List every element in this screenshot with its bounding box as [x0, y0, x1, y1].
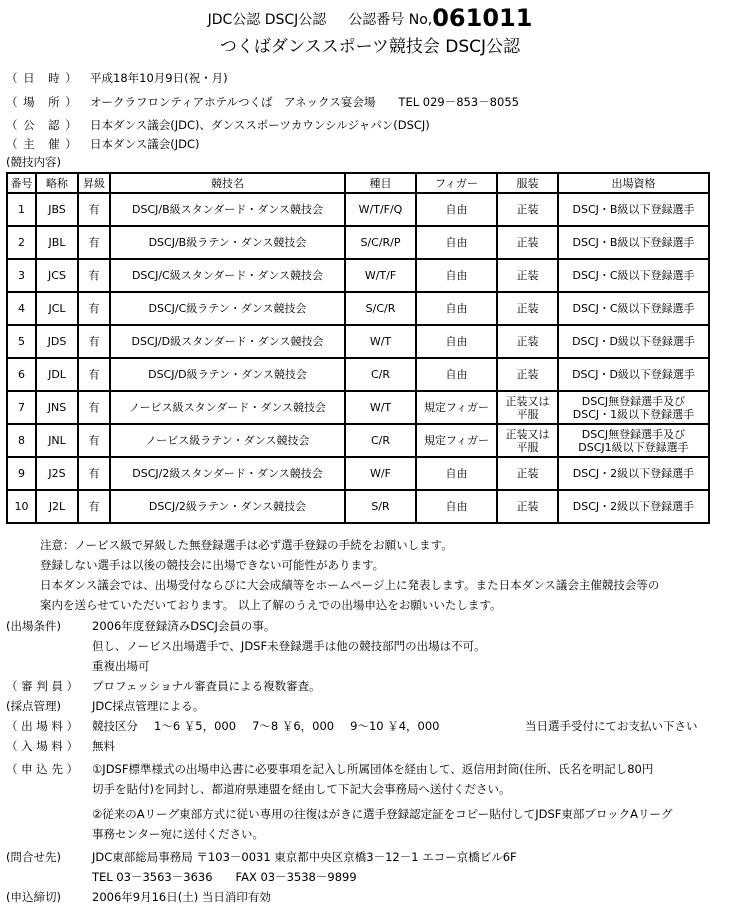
row-promotion — [78, 259, 110, 292]
row-competition-name-text: DSCJ/C級スタンダード・ダンス競技会 — [131, 269, 324, 282]
row-figure — [416, 457, 497, 490]
row-competition-name-text: DSCJ/2級スタンダード・ダンス競技会 — [132, 467, 323, 480]
row-abbr — [36, 424, 78, 457]
row-abbr — [36, 457, 78, 490]
info-value: オークラフロンティアホテルつくば アネックス宴会場 TEL 029－853－8055 — [90, 95, 519, 109]
row-dress-text: 正装 — [516, 302, 539, 315]
row-figure — [416, 193, 497, 226]
row-qualification-text: DSCJ・C級以下登録選手 — [572, 269, 695, 282]
entry-fee-value — [92, 718, 440, 734]
info-organizer — [6, 136, 200, 152]
row-competition-name — [110, 325, 345, 358]
info-key: （ 日 時 ） — [6, 71, 78, 85]
info-date — [6, 70, 228, 86]
application-line: 事務センター宛に送付ください。 — [92, 827, 265, 841]
row-dress-text: 正装 — [516, 368, 539, 381]
row-qualification-text: DSCJ・C級以下登録選手 — [572, 302, 695, 315]
row-qualification — [558, 358, 709, 391]
row-qualification — [558, 424, 709, 457]
row-abbr — [36, 292, 78, 325]
row-dress-text: 正装 — [516, 203, 539, 216]
row-figure-text: 規定フィガー — [423, 434, 490, 447]
note-line: 案内を送らせていただいております。 以上了解のうえでの出場申込をお願いいたします。 — [40, 598, 502, 612]
row-qualification — [558, 292, 709, 325]
row-event — [345, 226, 416, 259]
row-promotion-text: 有 — [88, 302, 100, 315]
judges-value: プロフェッショナル審査員による複数審査。 — [92, 679, 321, 693]
row-abbr-text: JDS — [47, 335, 67, 348]
fee-note: 当日選手受付にてお支払い下さい — [525, 719, 698, 733]
col-header: フィガー — [416, 173, 497, 193]
admission-value: 無料 — [92, 739, 115, 753]
row-promotion — [78, 325, 110, 358]
row-event-text: C/R — [370, 368, 391, 381]
col-header: 競技名 — [110, 173, 345, 193]
row-competition-name-text: DSCJ/B級スタンダード・ダンス競技会 — [132, 203, 323, 216]
application-line: 切手を貼付)を同封し、都道府県連盟を経由して下記大会事務局へ送付ください。 — [92, 782, 511, 796]
row-event-text: W/T — [369, 335, 392, 348]
row-number-text: 7 — [18, 401, 25, 414]
row-promotion — [78, 292, 110, 325]
row-qualification — [558, 490, 709, 523]
row-competition-name-text: ノービス級ラテン・ダンス競技会 — [145, 434, 310, 447]
row-number — [7, 292, 36, 325]
row-promotion-text: 有 — [88, 269, 100, 282]
row-figure-text: 自由 — [445, 302, 468, 315]
header-line — [0, 4, 740, 32]
row-promotion — [78, 226, 110, 259]
row-qualification-text: DSCJ・B級以下登録選手 — [572, 203, 695, 216]
row-number-text: 4 — [18, 302, 25, 315]
table-row — [7, 193, 709, 226]
competition-table — [6, 172, 710, 524]
row-promotion-text: 有 — [88, 467, 100, 480]
row-dress-text: 正装 — [516, 236, 539, 249]
row-dress — [497, 292, 558, 325]
row-competition-name-text: DSCJ/B級ラテン・ダンス競技会 — [148, 236, 307, 249]
row-figure — [416, 490, 497, 523]
row-abbr-text: JDL — [48, 368, 66, 381]
table-row — [7, 226, 709, 259]
conditions-line: 但し、ノービス出場選手で、JDSF未登録選手は他の競技部門の出場は不可。 — [92, 639, 486, 653]
row-promotion — [78, 391, 110, 424]
fee-item: 1～6 ￥5，000 — [154, 719, 237, 733]
row-qualification — [558, 391, 709, 424]
row-qualification-text: DSCJ・D級以下登録選手 — [572, 368, 695, 381]
row-promotion — [78, 358, 110, 391]
row-event-text: W/T/F/Q — [358, 203, 403, 216]
application-line: ①JDSF標準様式の出場申込書に必要事項を記入し所属団体を経由して、返信用封筒(住所、氏名を明記し80円 — [92, 762, 654, 776]
contact-label: (問合せ先) — [6, 850, 61, 864]
row-qualification-text: DSCJ・2級以下登録選手 — [572, 500, 695, 513]
row-qualification — [558, 259, 709, 292]
row-dress-text: 平服 — [516, 440, 539, 454]
row-event — [345, 292, 416, 325]
row-abbr-text: JBS — [48, 203, 66, 216]
row-figure — [416, 292, 497, 325]
certification-number-label: 公認番号 — [348, 12, 405, 28]
deadline-label: (申込締切) — [6, 890, 61, 904]
fee-item: 9～10 ￥4，000 — [350, 719, 440, 733]
deadline-value: 2006年9月16日(土) 当日消印有効 — [92, 890, 271, 904]
page-title: つくばダンススポーツ競技会 DSCJ公認 — [219, 37, 521, 57]
row-number-text: 10 — [14, 500, 29, 513]
row-figure-text: 自由 — [445, 500, 468, 513]
col-header: 昇級 — [78, 173, 110, 193]
row-number — [7, 259, 36, 292]
section-label: (競技内容) — [6, 155, 61, 169]
info-key: （ 主 催 ） — [6, 137, 78, 151]
row-dress — [497, 457, 558, 490]
row-figure — [416, 391, 497, 424]
info-key: （ 場 所 ） — [6, 95, 78, 109]
row-abbr-text: J2S — [48, 467, 66, 480]
row-competition-name — [110, 292, 345, 325]
info-certification — [6, 117, 430, 133]
application-label: （ 申 込 先 ） — [6, 762, 79, 776]
row-dress — [497, 259, 558, 292]
row-abbr — [36, 358, 78, 391]
row-promotion — [78, 457, 110, 490]
row-figure-text: 自由 — [445, 467, 468, 480]
row-dress-text: 正装又は — [505, 427, 550, 441]
info-value: 平成18年10月9日(祝・月) — [90, 71, 228, 85]
row-event — [345, 424, 416, 457]
row-event — [345, 193, 416, 226]
row-competition-name-text: DSCJ/D級ラテン・ダンス競技会 — [148, 368, 307, 381]
row-figure — [416, 226, 497, 259]
row-qualification-text: DSCJ・D級以下登録選手 — [572, 335, 695, 348]
row-abbr — [36, 325, 78, 358]
row-figure-text: 規定フィガー — [423, 401, 490, 414]
certification-label: JDC公認 DSCJ公認 — [207, 12, 327, 28]
row-promotion-text: 有 — [88, 203, 100, 216]
conditions-label: (出場条件) — [6, 619, 61, 633]
col-header: 種目 — [345, 173, 416, 193]
table-row — [7, 259, 709, 292]
row-promotion-text: 有 — [88, 368, 100, 381]
conditions-line: 重複出場可 — [92, 659, 150, 673]
fee-item: 7～8 ￥6，000 — [252, 719, 335, 733]
row-dress — [497, 226, 558, 259]
scoring-label: (採点管理) — [6, 699, 61, 713]
row-dress — [497, 358, 558, 391]
table-row — [7, 292, 709, 325]
row-number-text: 3 — [18, 269, 25, 282]
row-qualification-text: DSCJ・2級以下登録選手 — [572, 467, 695, 480]
row-promotion-text: 有 — [88, 335, 100, 348]
row-abbr — [36, 193, 78, 226]
row-dress — [497, 490, 558, 523]
col-header: 略称 — [36, 173, 78, 193]
row-abbr-text: JCS — [48, 269, 66, 282]
table-row — [7, 391, 709, 424]
row-number — [7, 391, 36, 424]
row-qualification — [558, 457, 709, 490]
row-qualification-text: DSCJ無登録選手及び — [581, 394, 686, 408]
row-dress — [497, 424, 558, 457]
row-number-text: 6 — [18, 368, 25, 381]
col-header: 番号 — [7, 173, 36, 193]
row-number-text: 5 — [18, 335, 25, 348]
row-number — [7, 457, 36, 490]
row-competition-name-text: DSCJ/C級ラテン・ダンス競技会 — [148, 302, 307, 315]
note-line: 注意：ノービス級で昇級した無登録選手は必ず選手登録の手続をお願いします。 — [40, 538, 453, 552]
entry-fee-label: （ 出 場 料 ） — [6, 719, 79, 733]
row-abbr — [36, 259, 78, 292]
row-qualification-text: DSCJ1級以下登録選手 — [578, 440, 689, 454]
row-qualification-text: DSCJ無登録選手及び — [581, 427, 686, 441]
row-number-text: 8 — [18, 434, 25, 447]
info-key: （ 公 認 ） — [6, 118, 78, 132]
note-line: 日本ダンス議会では、出場受付ならびに大会成績等をホームページ上に発表します。また日本ダンス議会主催競技会等の — [40, 578, 660, 592]
row-competition-name — [110, 226, 345, 259]
row-event-text: W/T/F — [364, 269, 397, 282]
table-row — [7, 490, 709, 523]
row-promotion-text: 有 — [88, 434, 100, 447]
row-figure-text: 自由 — [445, 335, 468, 348]
row-abbr — [36, 391, 78, 424]
row-figure-text: 自由 — [445, 368, 468, 381]
row-number — [7, 358, 36, 391]
row-abbr-text: JCL — [48, 302, 66, 315]
row-qualification — [558, 193, 709, 226]
certification-number: 061011 — [432, 4, 533, 32]
row-dress — [497, 391, 558, 424]
row-promotion — [78, 490, 110, 523]
row-event — [345, 358, 416, 391]
table-row — [7, 457, 709, 490]
fee-prefix: 競技区分 — [92, 719, 138, 733]
row-event — [345, 391, 416, 424]
row-number-text: 1 — [18, 203, 25, 216]
row-competition-name — [110, 457, 345, 490]
row-event-text: S/R — [371, 500, 390, 513]
row-event — [345, 259, 416, 292]
info-venue — [6, 94, 519, 110]
conditions-line: 2006年度登録済みDSCJ会員の事。 — [92, 619, 276, 633]
row-event-text: C/R — [370, 434, 391, 447]
row-qualification — [558, 325, 709, 358]
table-row — [7, 325, 709, 358]
row-promotion-text: 有 — [88, 401, 100, 414]
col-header: 服装 — [497, 173, 558, 193]
row-dress-text: 正装 — [516, 269, 539, 282]
row-figure-text: 自由 — [445, 236, 468, 249]
table-row — [7, 424, 709, 457]
contact-address: JDC東部総局事務局 〒103－0031 東京都中央区京橋3－12－1 エコー京橋ビル6F — [92, 850, 517, 864]
row-figure — [416, 325, 497, 358]
contact-phone: TEL 03－3563－3636 FAX 03－3538－9899 — [92, 870, 357, 884]
row-promotion — [78, 424, 110, 457]
info-value: 日本ダンス議会(JDC) — [90, 137, 200, 151]
row-event-text: W/F — [370, 467, 391, 480]
row-abbr-text: JNL — [48, 434, 66, 447]
row-abbr-text: J2L — [48, 500, 66, 513]
row-competition-name — [110, 358, 345, 391]
row-figure-text: 自由 — [445, 269, 468, 282]
row-qualification-text: DSCJ・B級以下登録選手 — [572, 236, 695, 249]
row-dress — [497, 325, 558, 358]
row-competition-name — [110, 259, 345, 292]
row-number — [7, 424, 36, 457]
row-dress — [497, 193, 558, 226]
row-abbr — [36, 490, 78, 523]
info-value: 日本ダンス議会(JDC)、ダンススポーツカウンシルジャパン(DSCJ) — [90, 118, 430, 132]
row-dress-text: 平服 — [516, 407, 539, 421]
row-competition-name-text: DSCJ/2級ラテン・ダンス競技会 — [148, 500, 307, 513]
col-header: 出場資格 — [558, 173, 709, 193]
row-competition-name — [110, 193, 345, 226]
table-row — [7, 358, 709, 391]
row-event-text: W/T — [369, 401, 392, 414]
row-competition-name — [110, 424, 345, 457]
row-number — [7, 226, 36, 259]
application-line: ②従来のAリーグ東部方式に従い専用の往復はがきに選手登録認定証をコピー貼付してJDSF東部ブロックAリーグ — [92, 807, 673, 821]
row-number — [7, 193, 36, 226]
scoring-value: JDC採点管理による。 — [92, 699, 205, 713]
row-qualification-text: DSCJ・1級以下登録選手 — [572, 407, 695, 421]
admission-label: （ 入 場 料 ） — [6, 739, 79, 753]
row-promotion-text: 有 — [88, 236, 100, 249]
row-dress-text: 正装 — [516, 467, 539, 480]
row-competition-name-text: ノービス級スタンダード・ダンス競技会 — [128, 401, 326, 414]
row-number-text: 2 — [18, 236, 25, 249]
row-competition-name-text: DSCJ/D級スタンダード・ダンス競技会 — [131, 335, 324, 348]
row-abbr-text: JNS — [47, 401, 67, 414]
judges-label: （ 審 判 員 ） — [6, 679, 79, 693]
row-dress-text: 正装 — [516, 335, 539, 348]
row-figure — [416, 259, 497, 292]
row-event-text: S/C/R — [365, 302, 396, 315]
row-event — [345, 490, 416, 523]
row-figure — [416, 358, 497, 391]
number-prefix: No, — [408, 12, 433, 28]
row-number-text: 9 — [18, 467, 25, 480]
row-competition-name — [110, 490, 345, 523]
table-header-row — [7, 173, 709, 193]
note-line: 登録しない選手は以後の競技会に出場できない可能性があります。 — [40, 558, 385, 572]
row-event-text: S/C/R/P — [360, 236, 401, 249]
row-figure — [416, 424, 497, 457]
row-qualification — [558, 226, 709, 259]
row-promotion — [78, 193, 110, 226]
row-competition-name — [110, 391, 345, 424]
row-number — [7, 325, 36, 358]
row-abbr-text: JBL — [48, 236, 66, 249]
row-figure-text: 自由 — [445, 203, 468, 216]
row-promotion-text: 有 — [88, 500, 100, 513]
row-dress-text: 正装 — [516, 500, 539, 513]
row-event — [345, 325, 416, 358]
row-dress-text: 正装又は — [505, 394, 550, 408]
row-abbr — [36, 226, 78, 259]
row-event — [345, 457, 416, 490]
row-number — [7, 490, 36, 523]
